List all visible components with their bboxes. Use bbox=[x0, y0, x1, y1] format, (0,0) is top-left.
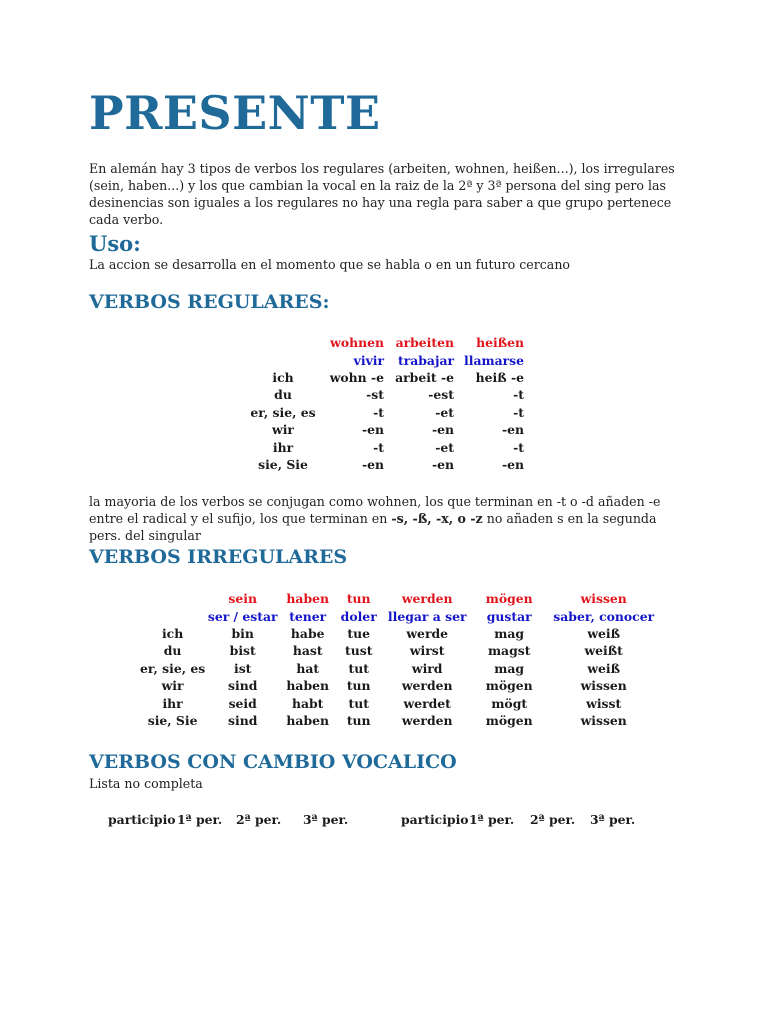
verb-form: -en bbox=[501, 422, 524, 438]
verb-form: werden bbox=[401, 712, 453, 728]
pronoun: er, sie, es bbox=[140, 660, 206, 676]
verb-form: wohn -e bbox=[329, 369, 384, 385]
verb-form: mögen bbox=[485, 712, 533, 728]
table-row bbox=[250, 386, 524, 403]
column-header: 2ª per. bbox=[236, 812, 282, 827]
table-row bbox=[140, 625, 661, 642]
verb-form: mögt bbox=[491, 695, 528, 711]
verb-form: -en bbox=[431, 422, 454, 438]
verb-form: haben bbox=[286, 678, 329, 694]
table-row bbox=[140, 694, 661, 711]
vocalico-heading: VERBOS CON CAMBIO VOCALICO bbox=[89, 751, 457, 773]
pronoun: du bbox=[274, 387, 292, 403]
verb-translation: vivir bbox=[353, 352, 384, 368]
verb-form: tut bbox=[348, 660, 369, 676]
verb-form: habe bbox=[290, 625, 325, 641]
irregulares-table bbox=[140, 590, 661, 729]
verb-form: wird bbox=[411, 660, 443, 676]
verb-form: wisst bbox=[586, 695, 622, 711]
verb-form: mögen bbox=[485, 678, 533, 694]
verb-form: hast bbox=[292, 643, 323, 659]
pronoun: ihr bbox=[162, 695, 183, 711]
pronoun: sie, Sie bbox=[147, 712, 198, 728]
verb-form: magst bbox=[487, 643, 531, 659]
pronoun: er, sie, es bbox=[250, 404, 316, 420]
column-header: 1ª per. bbox=[177, 812, 223, 827]
verb-translation: tener bbox=[289, 608, 327, 624]
verb-form: -t bbox=[373, 404, 384, 420]
verb-translation: llegar a ser bbox=[387, 608, 467, 624]
verb-form: arbeit -e bbox=[395, 369, 454, 385]
verb-form: -t bbox=[373, 439, 384, 455]
verb-form: -st bbox=[366, 387, 384, 403]
verb-form: -en bbox=[361, 422, 384, 438]
verb-form: mag bbox=[494, 660, 525, 676]
verb-form: -en bbox=[501, 456, 524, 472]
verb-form: -et bbox=[435, 404, 454, 420]
regulares-table bbox=[250, 334, 524, 473]
verb-name: arbeiten bbox=[395, 335, 454, 351]
verb-form: sind bbox=[228, 712, 258, 728]
pronoun: wir bbox=[161, 678, 184, 694]
verb-form: haben bbox=[286, 712, 329, 728]
verb-translation: ser / estar bbox=[207, 608, 278, 624]
note-bold: -s, -ß, -x, o -z bbox=[391, 511, 483, 526]
verb-form: -en bbox=[361, 456, 384, 472]
table-row bbox=[140, 642, 661, 659]
table-row bbox=[250, 438, 524, 455]
pronoun: ich bbox=[272, 369, 294, 385]
column-header: 1ª per. bbox=[469, 812, 515, 827]
verb-form: wissen bbox=[580, 712, 627, 728]
verb-form: weiß bbox=[587, 660, 621, 676]
verb-name: mögen bbox=[485, 591, 533, 607]
verb-row bbox=[250, 334, 524, 351]
verb-name: wissen bbox=[580, 591, 627, 607]
table-row bbox=[250, 456, 524, 473]
column-header: 3ª per. bbox=[303, 812, 349, 827]
verb-form: ist bbox=[234, 660, 252, 676]
table-row bbox=[250, 404, 524, 421]
verb-form: -t bbox=[513, 404, 524, 420]
verb-form: -est bbox=[428, 387, 454, 403]
verb-form: bist bbox=[229, 643, 256, 659]
verb-form: weiß bbox=[587, 625, 621, 641]
verb-form: wissen bbox=[580, 678, 627, 694]
note-text: la mayoria de los verbos se conjugan como wohnen, los que terminan en -t o -d añaden -e entre el radical y el sufijo, los que terminan en bbox=[89, 494, 661, 526]
verb-form: weißt bbox=[584, 643, 623, 659]
verb-form: hat bbox=[296, 660, 320, 676]
verb-name: heißen bbox=[476, 335, 524, 351]
verb-translation: doler bbox=[340, 608, 377, 624]
verb-form: sind bbox=[228, 678, 258, 694]
verb-form: seid bbox=[228, 695, 257, 711]
verb-form: -et bbox=[435, 439, 454, 455]
regulares-heading: VERBOS REGULARES: bbox=[89, 291, 330, 313]
intro-paragraph: En alemán hay 3 tipos de verbos los regulares (arbeiten, wohnen, heißen...), los irregulares (sein, haben...) y los que cambian la vocal en la raiz de la 2ª y 3ª persona del sing pero las desinencias son iguales a los regulares no hay una regla para saber a que grupo pertenece cada verbo. bbox=[89, 161, 675, 227]
regulares-note bbox=[89, 493, 689, 544]
pronoun: wir bbox=[272, 422, 294, 438]
verb-form: heiß -e bbox=[475, 369, 524, 385]
verb-row bbox=[140, 590, 661, 607]
irregulares-heading: VERBOS IRREGULARES bbox=[89, 546, 348, 568]
uso-text: La accion se desarrolla en el momento que se habla o en un futuro cercano bbox=[89, 257, 571, 272]
pronoun: ich bbox=[161, 625, 184, 641]
pronoun: du bbox=[163, 643, 182, 659]
table-row bbox=[250, 421, 524, 438]
verb-form: -en bbox=[431, 456, 454, 472]
table-row bbox=[140, 712, 661, 729]
table-row bbox=[140, 660, 661, 677]
verb-name: werden bbox=[401, 591, 453, 607]
verb-form: -t bbox=[513, 439, 524, 455]
translation-row bbox=[140, 607, 661, 624]
page-title: PRESENTE bbox=[89, 86, 381, 140]
column-header: participio bbox=[401, 812, 469, 827]
verb-translation: llamarse bbox=[464, 352, 524, 368]
verb-form: mag bbox=[494, 625, 525, 641]
verb-form: werden bbox=[401, 678, 453, 694]
verb-form: tun bbox=[346, 712, 371, 728]
verb-form: werdet bbox=[403, 695, 451, 711]
pronoun: ihr bbox=[272, 439, 294, 455]
column-header: participio bbox=[108, 812, 176, 827]
verb-name: sein bbox=[228, 591, 257, 607]
column-header: 3ª per. bbox=[590, 812, 636, 827]
vocalico-subtitle: Lista no completa bbox=[89, 776, 203, 791]
verb-name: wohnen bbox=[330, 335, 384, 351]
verb-form: bin bbox=[231, 625, 254, 641]
verb-form: tut bbox=[348, 695, 369, 711]
translation-row bbox=[250, 351, 524, 368]
uso-heading: Uso: bbox=[89, 231, 141, 256]
verb-translation: saber, conocer bbox=[553, 608, 655, 624]
pronoun: sie, Sie bbox=[258, 456, 308, 472]
note-text: no añaden s en la segunda pers. del singular bbox=[89, 511, 657, 543]
verb-form: werde bbox=[406, 625, 449, 641]
verb-form: tue bbox=[347, 625, 371, 641]
verb-translation: gustar bbox=[486, 608, 532, 624]
verb-translation: trabajar bbox=[397, 352, 454, 368]
verb-name: haben bbox=[286, 591, 329, 607]
column-header: 2ª per. bbox=[530, 812, 576, 827]
table-row bbox=[140, 677, 661, 694]
verb-name: tun bbox=[346, 591, 371, 607]
verb-form: habt bbox=[291, 695, 324, 711]
verb-form: wirst bbox=[409, 643, 445, 659]
verb-form: tust bbox=[344, 643, 373, 659]
verb-form: -t bbox=[513, 387, 524, 403]
verb-form: tun bbox=[346, 678, 371, 694]
table-row bbox=[250, 369, 524, 386]
